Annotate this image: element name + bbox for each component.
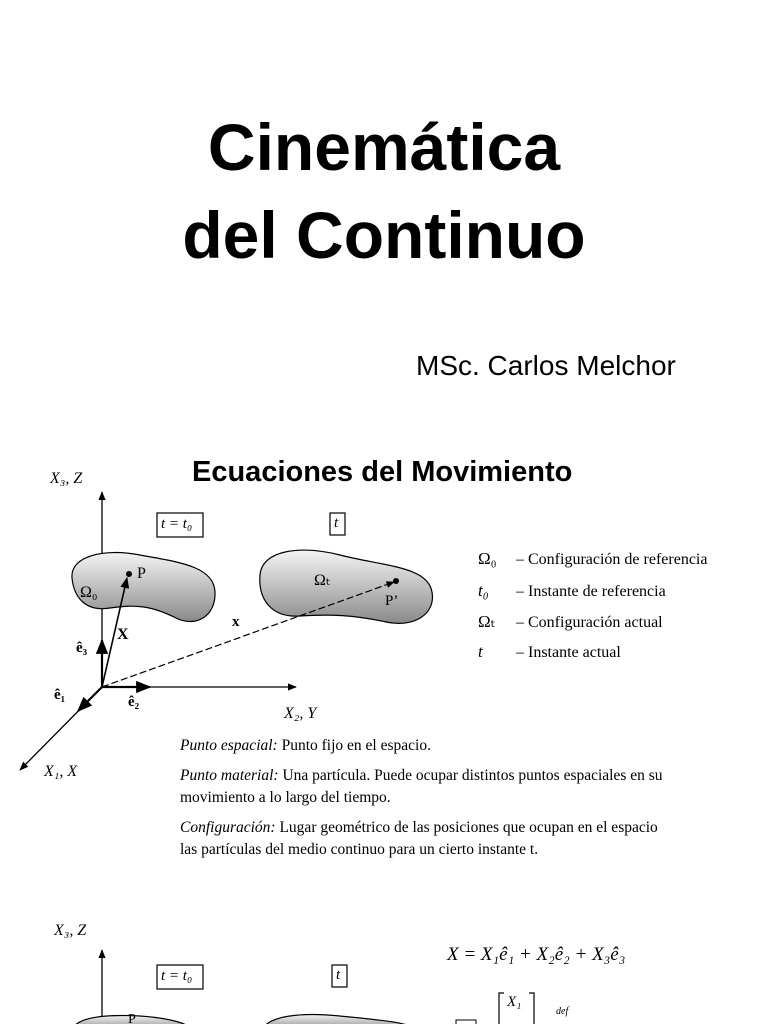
- legend-symbol: t: [478, 642, 483, 661]
- slide2-def-label: def: [556, 1006, 569, 1017]
- legend-row-current-config: [478, 612, 663, 632]
- e1-label: ê₁: [54, 687, 66, 703]
- axis-x3-label: X₃, Z: [50, 470, 83, 487]
- legend-text: – Configuración actual: [516, 614, 663, 631]
- vector-x-label: x: [232, 614, 240, 630]
- legend-row-current-instant: [478, 642, 621, 662]
- definition-term: Punto espacial:: [180, 737, 278, 754]
- slide2-matrix-bracket-right: [529, 993, 534, 1024]
- point-Pp-label: P’: [385, 593, 399, 609]
- e3-label: ê₃: [76, 640, 88, 656]
- legend-symbol: t₀: [478, 581, 489, 600]
- axis-x1-label: X₁, X: [44, 763, 78, 780]
- definition-material-point: [180, 765, 666, 809]
- point-P-dot: [126, 571, 132, 577]
- axis-x2-label: X₂, Y: [284, 705, 317, 722]
- definition-text: Punto fijo en el espacio.: [277, 737, 431, 754]
- presentation-title-line-1: Cinemática: [207, 110, 561, 184]
- slide2-matrix-entry: X₁: [507, 994, 522, 1010]
- slide2-reference-time-label: t = t₀: [161, 968, 193, 984]
- omega0-label: Ω₀: [80, 584, 98, 601]
- current-configuration-body: [260, 550, 433, 623]
- definition-configuration: [180, 817, 666, 861]
- legend-symbol: Ωₜ: [478, 612, 496, 631]
- legend-text: – Configuración de referencia: [516, 551, 708, 568]
- definition-text: Una partícula. Puede ocupar distintos puntos espaciales en su movimiento a lo largo del tiempo.: [180, 767, 663, 806]
- unit-vector-e1: [78, 687, 102, 711]
- point-P-label: P: [137, 565, 146, 582]
- position-equation: X = X₁ê₁ + X₂ê₂ + X₃ê₃: [447, 944, 626, 965]
- definition-spatial-point: [180, 735, 666, 757]
- slide2-point-P-label: P: [128, 1012, 136, 1027]
- slide2-axis-x3-label: X₃, Z: [54, 922, 87, 939]
- definition-text: Lugar geométrico de las posiciones que ocupan en el espacio las partículas del medio continuo para un cierto instante t.: [180, 819, 658, 858]
- slide2-matrix-bracket: [499, 993, 504, 1024]
- slide-heading: Ecuaciones del Movimiento: [192, 456, 573, 488]
- legend-row-reference-config: [478, 549, 707, 569]
- slide2-bracket-small: [456, 1020, 476, 1024]
- slide2-current-body: [262, 1015, 418, 1024]
- definition-term: Configuración:: [180, 819, 276, 836]
- legend-text: – Instante actual: [516, 644, 621, 661]
- legend-row-reference-instant: [478, 581, 666, 601]
- author-name: MSc. Carlos Melchor: [416, 350, 676, 381]
- omegat-label: Ωₜ: [314, 572, 331, 589]
- vector-X-label: X: [117, 626, 129, 643]
- current-time-label: t: [334, 515, 339, 531]
- legend-text: – Instante de referencia: [516, 583, 666, 600]
- slide2-current-time-label: t: [336, 967, 341, 983]
- point-Pp-dot: [393, 578, 399, 584]
- reference-time-label: t = t₀: [161, 516, 193, 532]
- presentation-title-line-2: del Continuo: [182, 198, 586, 272]
- e2-label: ê₂: [128, 694, 140, 710]
- definition-term: Punto material:: [180, 767, 279, 784]
- legend-symbol: Ω₀: [478, 549, 497, 568]
